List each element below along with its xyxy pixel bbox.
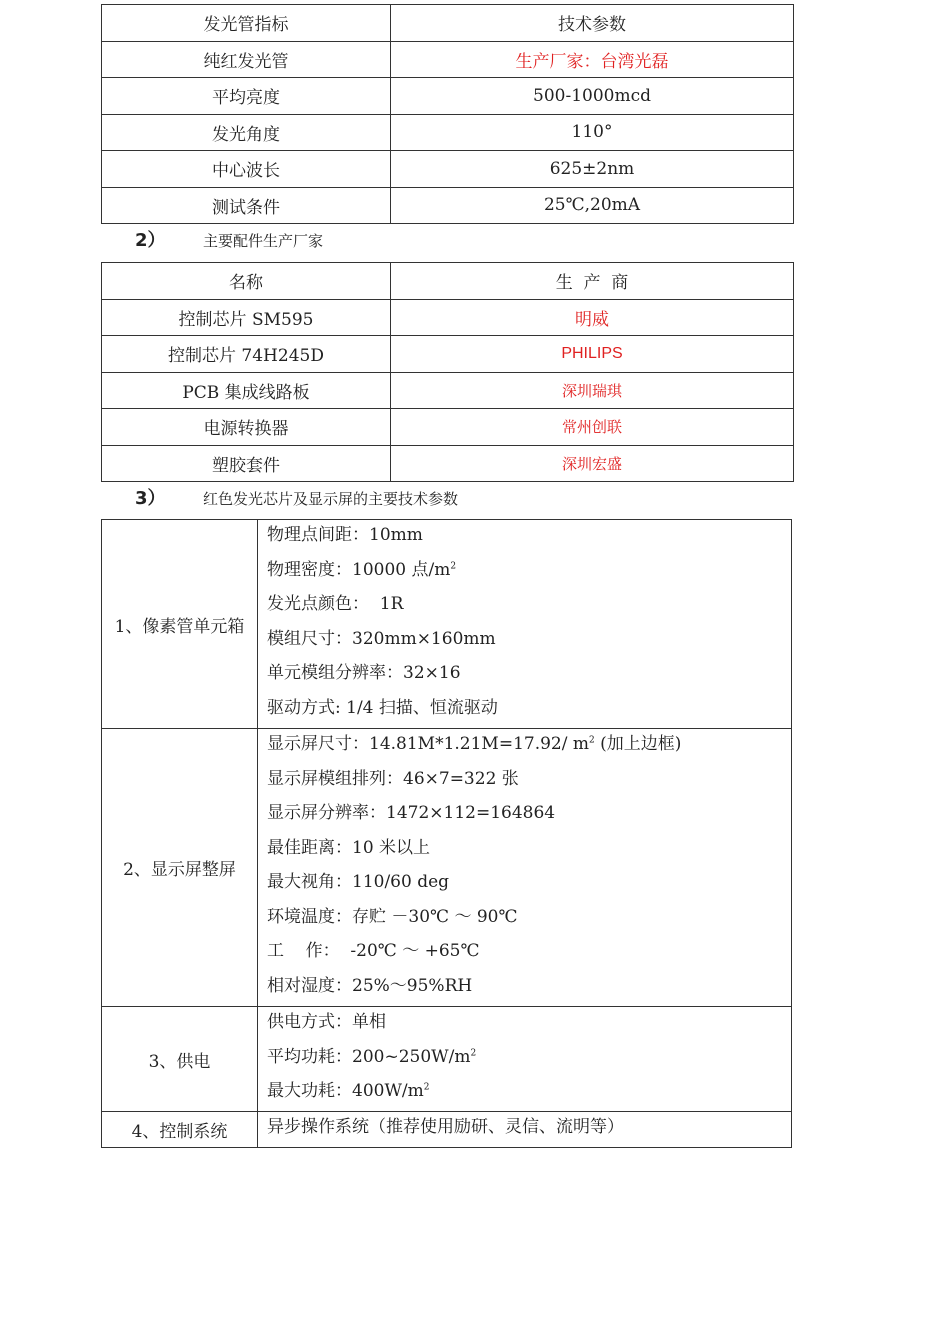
param-line: 工 作： -20℃ ～ +65℃ [267,941,480,961]
superscript: 2 [423,1082,430,1093]
superscript: 2 [450,560,457,571]
table-row [102,372,794,409]
table-row [102,78,794,115]
param-line: 供电方式：单相 [267,1012,386,1032]
section-number: 2） [135,230,166,251]
manufacturer-cell: 生产厂家：台湾光磊 [391,41,794,78]
manufacturer-cell: 深圳瑞琪 [391,372,794,409]
table-cell: 发光角度 [102,114,391,151]
manufacturer-cell: 深圳宏盛 [391,445,794,482]
manufacturer-cell: PHILIPS [391,336,794,373]
group-values [258,1112,792,1148]
param-text: 平均功耗：200~250W/m [267,1046,471,1067]
led-spec-table [101,4,794,224]
section-heading [135,484,458,510]
group-values [258,520,792,729]
param-line: 相对湿度：25%～95%RH [267,975,473,996]
table-cell: 中心波长 [102,151,391,188]
superscript: 2 [470,1047,477,1058]
group-values [258,1007,792,1112]
table-cell: 控制芯片 SM595 [102,299,391,336]
param-line: 最大视角：110/60 deg [267,872,450,892]
manufacturer-cell: 明威 [391,299,794,336]
param-line: 物理点间距：10mm [267,525,423,545]
table-row [102,520,792,729]
param-line: 最佳距离：10 米以上 [267,837,431,858]
table-cell: 25℃,20mA [391,187,794,224]
param-line: 显示屏分辨率：1472×112=164864 [267,803,556,823]
section-title: 红色发光芯片及显示屏的主要技术参数 [203,490,459,508]
table-cell: 625±2nm [391,151,794,188]
section-heading [135,226,323,252]
table-row [102,1007,792,1112]
table-cell: 平均亮度 [102,78,391,115]
manufacturer-cell: 常州创联 [391,409,794,446]
param-line: 驱动方式: 1/4 扫描、恒流驱动 [267,697,498,718]
table-header-row [102,5,794,42]
header-cell: 技术参数 [391,5,794,42]
param-note: (加上边框) [600,734,682,754]
section-title: 主要配件生产厂家 [203,232,324,250]
param-line: 单元模组分辨率：32×16 [267,663,461,683]
table-cell: 控制芯片 74H245D [102,336,391,373]
param-text: 显示屏尺寸：14.81M*1.21M=17.92/ m [267,734,589,754]
header-cell: 名称 [102,263,391,300]
header-cell: 生 产 商 [391,263,794,300]
table-cell: 电源转换器 [102,409,391,446]
table-row [102,151,794,188]
table-cell: 纯红发光管 [102,41,391,78]
param-line [267,729,791,764]
table-header-row [102,263,794,300]
table-row [102,1112,792,1148]
header-cell: 发光管指标 [102,5,391,42]
components-table [101,262,794,482]
group-label: 3、供电 [102,1007,258,1112]
table-row [102,445,794,482]
group-label: 1、像素管单元箱 [102,520,258,729]
param-text: 物理密度：10000 点/m [267,559,451,580]
table-row [102,187,794,224]
table-row [102,336,794,373]
param-line: 模组尺寸：320mm×160mm [267,628,496,649]
group-values [258,729,792,1007]
table-row [102,114,794,151]
section-number: 3） [135,488,166,509]
param-text: 最大功耗：400W/m [267,1081,424,1101]
group-label: 4、控制系统 [102,1112,258,1148]
group-label: 2、显示屏整屏 [102,729,258,1007]
table-cell: 测试条件 [102,187,391,224]
param-line: 异步操作系统（推荐使用励研、灵信、流明等） [267,1117,624,1137]
superscript: 2 [589,735,595,746]
table-row [102,299,794,336]
table-row [102,409,794,446]
tech-params-table [101,519,792,1148]
table-row [102,41,794,78]
param-line [267,1042,791,1077]
param-line: 显示屏模组排列：46×7=322 张 [267,768,519,789]
table-row [102,729,792,1007]
param-line: 发光点颜色： 1R [267,594,404,614]
param-line [267,555,791,590]
table-cell: 塑胶套件 [102,445,391,482]
table-cell: 110° [391,114,794,151]
param-line: 环境温度：存贮 －30℃ ～ 90℃ [267,906,518,927]
table-cell: 500-1000mcd [391,78,794,115]
table-cell: PCB 集成线路板 [102,372,391,409]
param-line [267,1076,791,1111]
